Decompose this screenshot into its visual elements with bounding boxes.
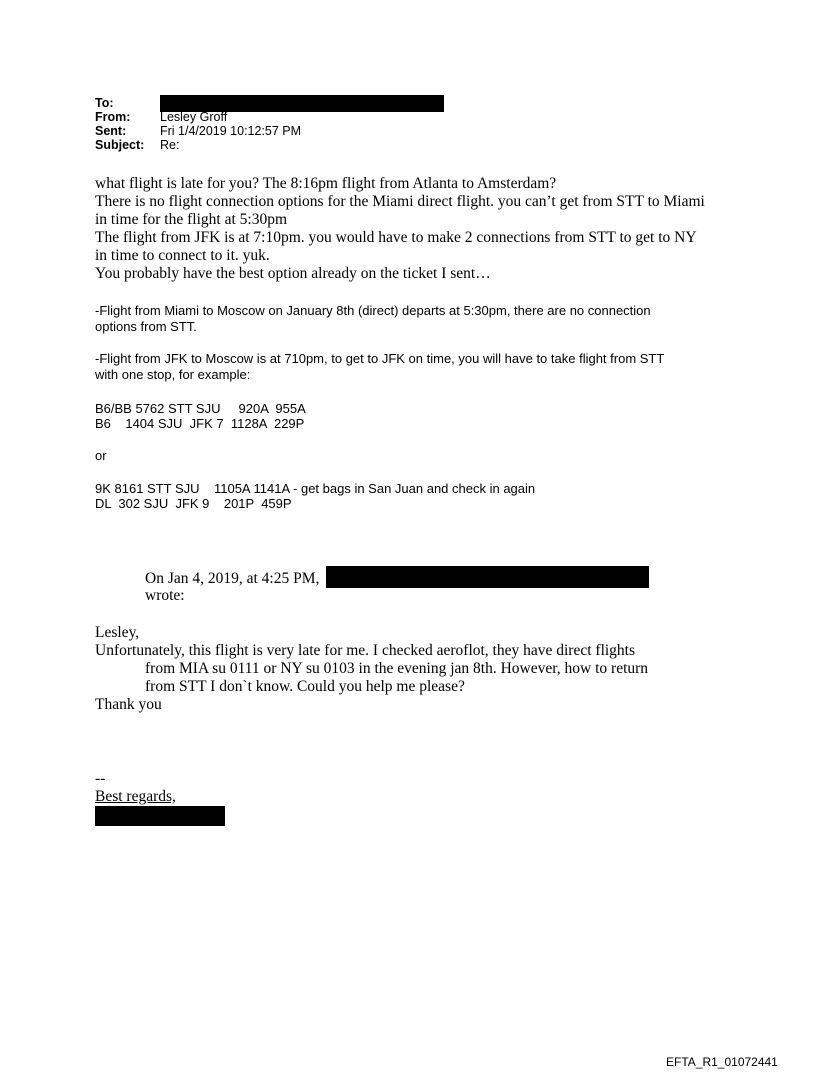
option-miami-line: -Flight from Miami to Moscow on January 8th (direct) departs at 5:30pm, there are no connection	[95, 303, 651, 318]
quoted-thanks: Thank you	[95, 696, 162, 713]
sent-row	[95, 124, 444, 138]
from-value: Lesley Groff	[160, 110, 228, 124]
email-header	[95, 96, 444, 152]
quoted-body-line: from STT I don`t know. Could you help me please?	[145, 678, 465, 695]
to-label: To:	[95, 96, 114, 110]
from-label: From:	[95, 110, 131, 124]
quoted-body-line: Unfortunately, this flight is very late for me. I checked aeroflot, they have direct flights	[95, 642, 636, 659]
to-row	[95, 96, 444, 110]
redaction-bar	[95, 806, 225, 826]
from-row	[95, 110, 444, 124]
signature-dashes: --	[95, 770, 106, 787]
reply-line: in time for the flight at 5:30pm	[95, 211, 287, 228]
quoted-wrote: wrote:	[145, 587, 185, 604]
itinerary-line: DL 302 SJU JFK 9 201P 459P	[95, 496, 292, 511]
quoted-on-line: On Jan 4, 2019, at 4:25 PM,	[145, 570, 320, 587]
quoted-body-line: from MIA su 0111 or NY su 0103 in the evening jan 8th. However, how to return	[145, 660, 649, 677]
subject-row	[95, 138, 444, 152]
subject-label: Subject:	[95, 138, 145, 152]
or-text: or	[95, 448, 107, 463]
itinerary-line: B6 1404 SJU JFK 7 1128A 229P	[95, 416, 305, 431]
reply-line: There is no flight connection options for the Miami direct flight. you can’t get from STT to Miami	[95, 193, 705, 210]
reply-line: in time to connect to it. yuk.	[95, 247, 270, 264]
sent-label: Sent:	[95, 124, 127, 138]
itinerary-line: B6/BB 5762 STT SJU 920A 955A	[95, 401, 306, 416]
sent-value: Fri 1/4/2019 10:12:57 PM	[160, 124, 302, 138]
option-jfk-line: -Flight from JFK to Moscow is at 710pm, to get to JFK on time, you will have to take flight from STT	[95, 351, 665, 366]
option-miami-line: options from STT.	[95, 319, 197, 334]
document-id: EFTA_R1_01072441	[666, 1055, 778, 1069]
option-jfk-line: with one stop, for example:	[95, 367, 251, 382]
signature-regards: Best regards,	[95, 788, 176, 805]
reply-line: what flight is late for you? The 8:16pm flight from Atlanta to Amsterdam?	[95, 175, 557, 192]
quoted-greeting: Lesley,	[95, 624, 140, 641]
reply-line: You probably have the best option already on the ticket I sent…	[95, 265, 491, 282]
reply-line: The flight from JFK is at 7:10pm. you would have to make 2 connections from STT to get to NY	[95, 229, 697, 246]
itinerary-line: 9K 8161 STT SJU 1105A 1141A - get bags in San Juan and check in again	[95, 481, 536, 496]
redaction-bar	[326, 566, 649, 588]
subject-value: Re:	[160, 138, 180, 152]
